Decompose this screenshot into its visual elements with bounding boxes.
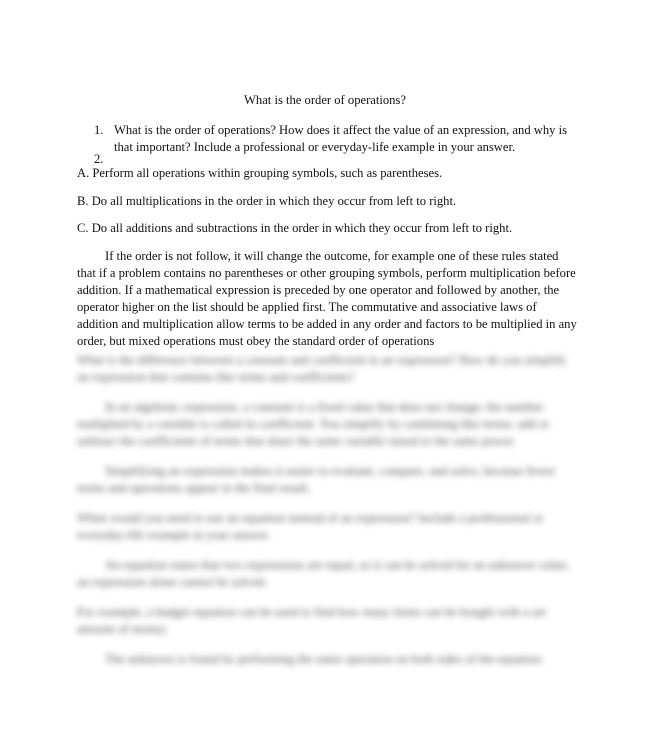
list-item-2-number: 2.: [94, 152, 104, 166]
rule-b: B. Do all multiplications in the order in which they occur from left to right.: [77, 194, 457, 208]
rule-c: C. Do all additions and subtractions in the order in which they occur from left to right.: [77, 221, 513, 235]
blurred-paragraph: Simplifying an expression makes it easier to evaluate, compare, and solve, because fewer terms and operations appear in the final result.: [77, 464, 556, 495]
rule-a: A. Perform all operations within grouping symbols, such as parentheses.: [77, 166, 443, 180]
question-text: What is the order of operations? How does it affect the value of an expression, and why is that important? Include a professional or everyday-life example in your answer.: [114, 123, 568, 154]
blurred-paragraph: The unknown is found by performing the same operation on both sides of the equation.: [105, 652, 544, 666]
document-title: What is the order of operations?: [244, 93, 406, 107]
blurred-paragraph: In an algebraic expression, a constant is a fixed value that does not change; the number multiplied by a variable is called its coefficient. You simplify by combining like terms: add or subtract the coefficients of terms that share the same variable raised to the same power.: [77, 400, 550, 448]
question-number: 1.: [94, 123, 104, 137]
blurred-paragraph: What is the difference between a constant and coefficient in an expression? How do you simplify an expression that contains like terms and coefficients?: [77, 353, 567, 384]
blurred-paragraph: For example, a budget equation can be used to find how many items can be bought with a set amount of money.: [77, 605, 547, 636]
answer-paragraph: If the order is not follow, it will change the outcome, for example one of these rules stated that if a problem contains no parentheses or other grouping symbols, perform multiplication before addition. If a mathematical expression is preceded by one operator and followed by another, the operator higher on the list should be applied first. The commutative and associative laws of addition and multiplication allow terms to be added in any order and factors to be multiplied in any order, but mixed operations must obey the standard order of operations: [77, 249, 577, 348]
blurred-paragraph: An equation states that two expressions are equal, so it can be solved for an unknown value; an expression alone cannot be solved.: [77, 558, 570, 589]
blurred-preview-region: [77, 352, 577, 750]
blurred-paragraph: When would you need to use an equation instead of an expression? Include a professional or everyday-life example in your answer.: [77, 511, 544, 542]
